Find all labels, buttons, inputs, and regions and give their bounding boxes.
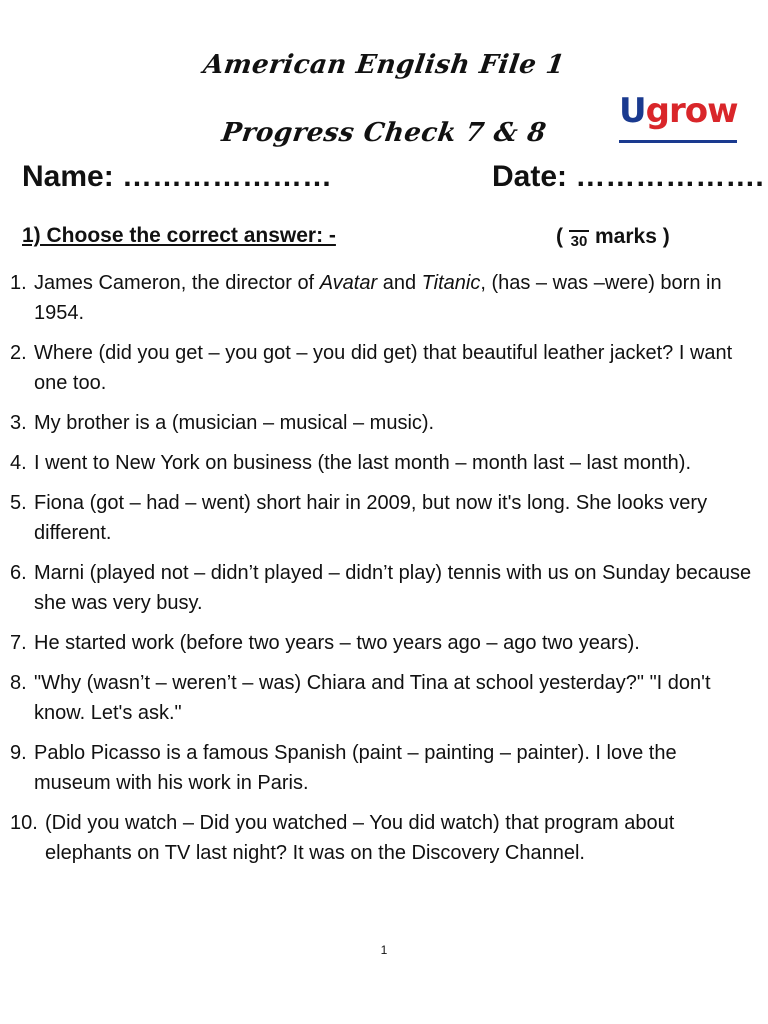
question-item — [10, 488, 758, 548]
question-text: Fiona (got – had – went) short hair in 2009, but now it's long. She looks very different. — [34, 492, 708, 544]
question-text: I went to New York on business (the last month – month last – last month). — [34, 452, 692, 474]
marks-label: marks ) — [595, 224, 670, 248]
question-item — [10, 558, 758, 618]
section-title: 1) Choose the correct answer: - — [22, 224, 336, 247]
document-subtitle: Progress Check 7 & 8 — [219, 118, 549, 148]
question-item — [10, 808, 758, 868]
question-text: My brother is a (musician – musical – music). — [34, 412, 435, 434]
marks-box — [556, 224, 670, 249]
question-number: 5. — [10, 492, 27, 514]
page-number: 1 — [380, 943, 388, 957]
question-text-part: and — [377, 272, 422, 294]
question-item — [10, 268, 758, 328]
question-number: 6. — [10, 562, 27, 584]
question-item — [10, 628, 758, 658]
ugrow-logo — [619, 89, 739, 145]
logo-letter-u: U — [619, 91, 646, 131]
question-text: "Why (wasn’t – weren’t – was) Chiara and Tina at school yesterday?" "I don't know. Let's ask." — [34, 672, 711, 724]
question-item — [10, 668, 758, 728]
question-number: 1. — [10, 272, 27, 294]
question-number: 3. — [10, 412, 27, 434]
marks-fraction — [569, 224, 589, 249]
question-number: 8. — [10, 672, 27, 694]
date-field: Date: ………………. — [492, 160, 764, 193]
question-item — [10, 408, 758, 438]
film-title-titanic: Titanic — [421, 272, 481, 294]
marks-open-paren: ( — [556, 224, 563, 248]
document-title: American English File 1 — [201, 50, 567, 80]
question-item — [10, 738, 758, 798]
question-number: 10. — [10, 812, 38, 834]
question-list — [10, 268, 758, 878]
question-text — [34, 268, 758, 328]
marks-denominator: 30 — [570, 233, 588, 250]
question-number: 7. — [10, 632, 27, 654]
question-item — [10, 448, 758, 478]
fraction-bar — [569, 230, 589, 232]
question-text: Pablo Picasso is a famous Spanish (paint – painting – painter). I love the museum with his work in Paris. — [34, 742, 677, 794]
name-field: Name: ………………… — [22, 160, 333, 193]
question-text: He started work (before two years – two years ago – ago two years). — [34, 632, 640, 654]
question-number: 9. — [10, 742, 27, 764]
question-text: Where (did you get – you got – you did get) that beautiful leather jacket? I want one too. — [34, 342, 733, 394]
logo-underline — [619, 140, 737, 143]
logo-wordmark — [619, 89, 737, 133]
question-number: 4. — [10, 452, 27, 474]
logo-letters-grow: grow — [645, 91, 738, 131]
question-text: Marni (played not – didn’t played – didn’t play) tennis with us on Sunday because she was very busy. — [34, 562, 752, 614]
question-text-part: , (has – was –were) born in 1954. — [34, 272, 722, 324]
question-text: (Did you watch – Did you watched – You did watch) that program about elephants on TV last night? It was on the Discovery Channel. — [45, 812, 675, 864]
film-title-avatar: Avatar — [319, 272, 378, 294]
question-text-part: James Cameron, the director of — [34, 272, 320, 294]
question-item — [10, 338, 758, 398]
question-number: 2. — [10, 342, 27, 364]
